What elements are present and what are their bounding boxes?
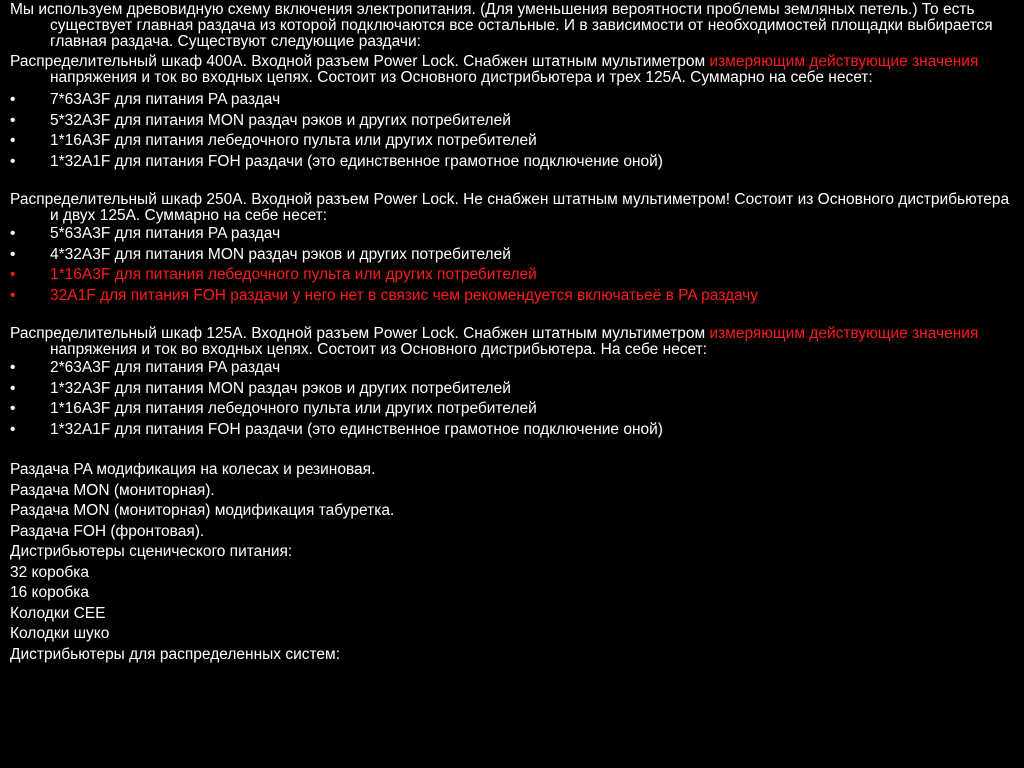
section-400a-heading [10, 54, 1010, 86]
list-item: • 2*63A3F для питания PA раздач [10, 358, 1010, 379]
tail-line: Дистрибьютеры для распределенных систем: [10, 645, 341, 663]
tail-line: 16 коробка [10, 584, 89, 601]
section-125a-text-after: напряжения и ток во входных цепях. Состоит из Основного дистрибьютера. На себе несет: [50, 341, 708, 358]
spacer [10, 306, 1010, 326]
list-item: • 7*63A3F для питания PA раздач [10, 90, 1010, 111]
spacer [10, 440, 1010, 460]
section-250a-heading [10, 192, 1010, 224]
tail-line: Раздача MON (мониторная) модификация табуретка. [10, 502, 395, 519]
list-item: • 5*32A3F для питания MON раздач рэков и других потребителей [10, 111, 1010, 132]
tail-list [10, 460, 1010, 665]
section-400a-text-after: напряжения и ток во входных цепях. Состоит из Основного дистрибьютера и трех 125А. Суммарно на себе несет: [50, 69, 873, 86]
tail-line: Раздача PA модификация на колесах и резиновая. [10, 461, 376, 478]
list-item: • 1*32A1F для питания FOH раздачи (это единственное грамотное подключение оной) [10, 152, 1010, 173]
list-item: • 1*32A1F для питания FOH раздачи (это единственное грамотное подключение оной) [10, 420, 1010, 441]
intro-paragraph: Мы используем древовидную схему включения электропитания. (Для уменьшения вероятности проблемы земляных петель.) То есть существует главная раздача из которой подключаются все остальные. И в зависимости от необходимостей площадки выбирается главная раздача. Существуют следующие раздачи: [10, 1, 993, 50]
list-item: • 1*16A3F для питания лебедочного пульта или других потребителей [10, 399, 1010, 420]
tail-line: Колодки CEE [10, 604, 106, 622]
spacer [10, 172, 1010, 192]
list-item-warning: • 32A1F для питания FOH раздачи у него нет в связис чем рекомендуется включатьеё в PA раздачу [10, 286, 1010, 307]
tail-line: Раздача MON (мониторная). [10, 481, 215, 499]
section-400a-highlight: измеряющим действующие значения [709, 53, 979, 70]
list-item: • 1*32A3F для питания MON раздач рэков и других потребителей [10, 379, 1010, 400]
list-item: • 4*32A3F для питания MON раздач рэков и других потребителей [10, 245, 1010, 266]
section-125a-heading [10, 326, 1010, 358]
section-125a-text-before: Распределительный шкаф 125А. Входной разъем Power Lock. Снабжен штатным мультиметром [10, 325, 710, 342]
list-item: • 5*63A3F для питания PA раздач [10, 224, 1010, 245]
document-body [10, 2, 1010, 665]
tail-line: Колодки шуко [10, 625, 110, 642]
tail-line: Раздача FOH (фронтовая). [10, 522, 205, 540]
section-250a-text: Распределительный шкаф 250А. Входной разъем Power Lock. Не снабжен штатным мультиметром! Состоит из Основного дистрибьютера и двух 125А. Суммарно на себе несет: [10, 191, 1010, 224]
tail-line: 32 коробка [10, 563, 89, 581]
tail-line: Дистрибьютеры сценического питания: [10, 543, 293, 560]
section-400a-list [10, 90, 1010, 172]
section-125a-highlight: измеряющим действующие значения [709, 325, 979, 342]
list-item-warning: • 1*16A3F для питания лебедочного пульта или других потребителей [10, 265, 1010, 286]
section-250a-list [10, 224, 1010, 306]
section-125a-list [10, 358, 1010, 440]
section-400a-text-before: Распределительный шкаф 400А. Входной разъем Power Lock. Снабжен штатным мультиметром [10, 53, 710, 70]
list-item: • 1*16A3F для питания лебедочного пульта или других потребителей [10, 131, 1010, 152]
